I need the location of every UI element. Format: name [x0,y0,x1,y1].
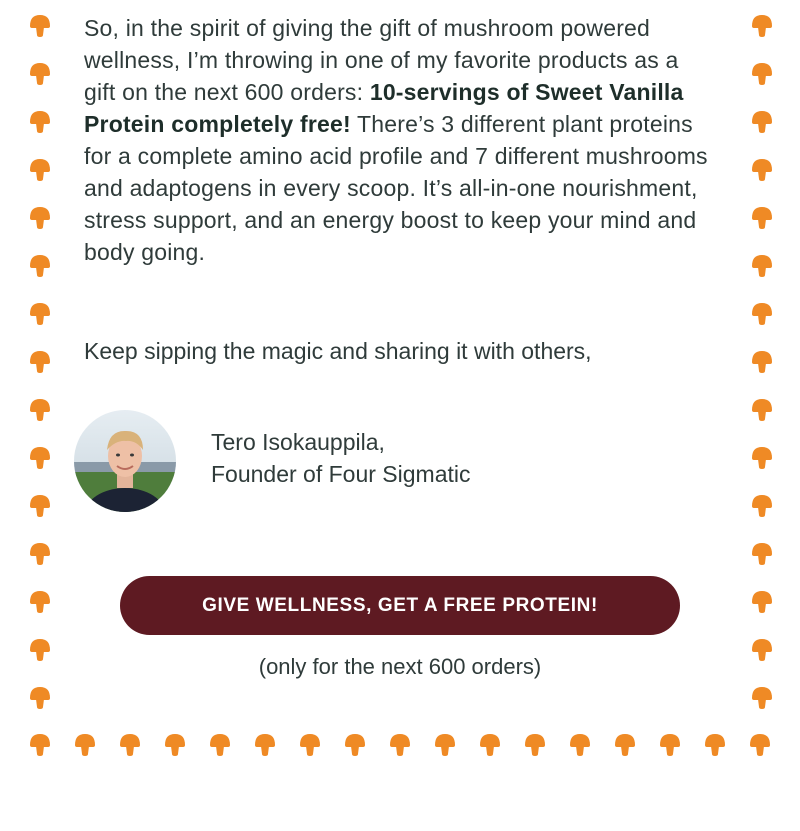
mushroom-icon [344,733,366,757]
mushroom-icon [751,398,773,422]
mushroom-icon [389,733,411,757]
mushroom-icon [29,14,51,38]
mushroom-icon [751,302,773,326]
mushroom-icon [29,206,51,230]
mushroom-icon [569,733,591,757]
cta-note: (only for the next 600 orders) [258,654,542,679]
mushroom-icon [434,733,456,757]
mushroom-icon [29,62,51,86]
mushroom-icon [751,590,773,614]
mushroom-icon [751,638,773,662]
mushroom-icon [209,733,231,757]
letter-body [84,12,714,268]
mushroom-icon [254,733,276,757]
signoff-text: Keep sipping the magic and sharing it with others, [84,338,592,364]
mushroom-icon [29,542,51,566]
mushroom-icon [479,733,501,757]
mushroom-icon [751,494,773,518]
mushroom-icon [29,446,51,470]
mushroom-icon [29,494,51,518]
mushroom-icon [29,638,51,662]
mushroom-icon [751,542,773,566]
mushroom-icon [29,686,51,710]
mushroom-icon [29,254,51,278]
mushroom-icon [751,350,773,374]
mushroom-icon [29,110,51,134]
mushroom-icon [164,733,186,757]
mushroom-icon [29,350,51,374]
mushroom-icon [524,733,546,757]
mushroom-icon [119,733,141,757]
give-wellness-button[interactable]: GIVE WELLNESS, GET A FREE PROTEIN! [120,576,680,635]
mushroom-icon [29,590,51,614]
mushroom-icon [659,733,681,757]
highlight-offer-text: 10-servings of Sweet Vanilla Protein completely free! [84,79,684,137]
mushroom-icon [74,733,96,757]
details-text: There’s 3 different plant proteins for a complete amino acid profile and 7 different mushrooms and adaptogens in every scoop. It’s all-in-one nourishment, stress support, and an energy boost to keep your mind and body going. [84,111,708,265]
letter-paragraph [84,12,714,268]
founder-name: Tero Isokauppila, [211,429,385,455]
mushroom-icon [29,302,51,326]
mushroom-icon [751,110,773,134]
mushroom-icon [704,733,726,757]
founder-title: Founder of Four Sigmatic [211,461,471,487]
mushroom-icon [29,398,51,422]
mushroom-icon [751,14,773,38]
mushroom-icon [614,733,636,757]
avatar [74,410,176,512]
mushroom-icon [751,158,773,182]
founder-portrait [74,410,176,512]
mushroom-icon [749,733,771,757]
mushroom-icon [751,446,773,470]
mushroom-icon [751,254,773,278]
mushroom-icon [29,733,51,757]
intro-text: So, in the spirit of giving the gift of mushroom powered wellness, I’m throwing in one of my favorite products as a gift on the next 600 orders: [84,15,679,105]
mushroom-icon [29,158,51,182]
mushroom-icon [299,733,321,757]
signature-block [211,426,471,490]
mushroom-icon [751,206,773,230]
mushroom-icon [751,686,773,710]
mushroom-icon [751,62,773,86]
